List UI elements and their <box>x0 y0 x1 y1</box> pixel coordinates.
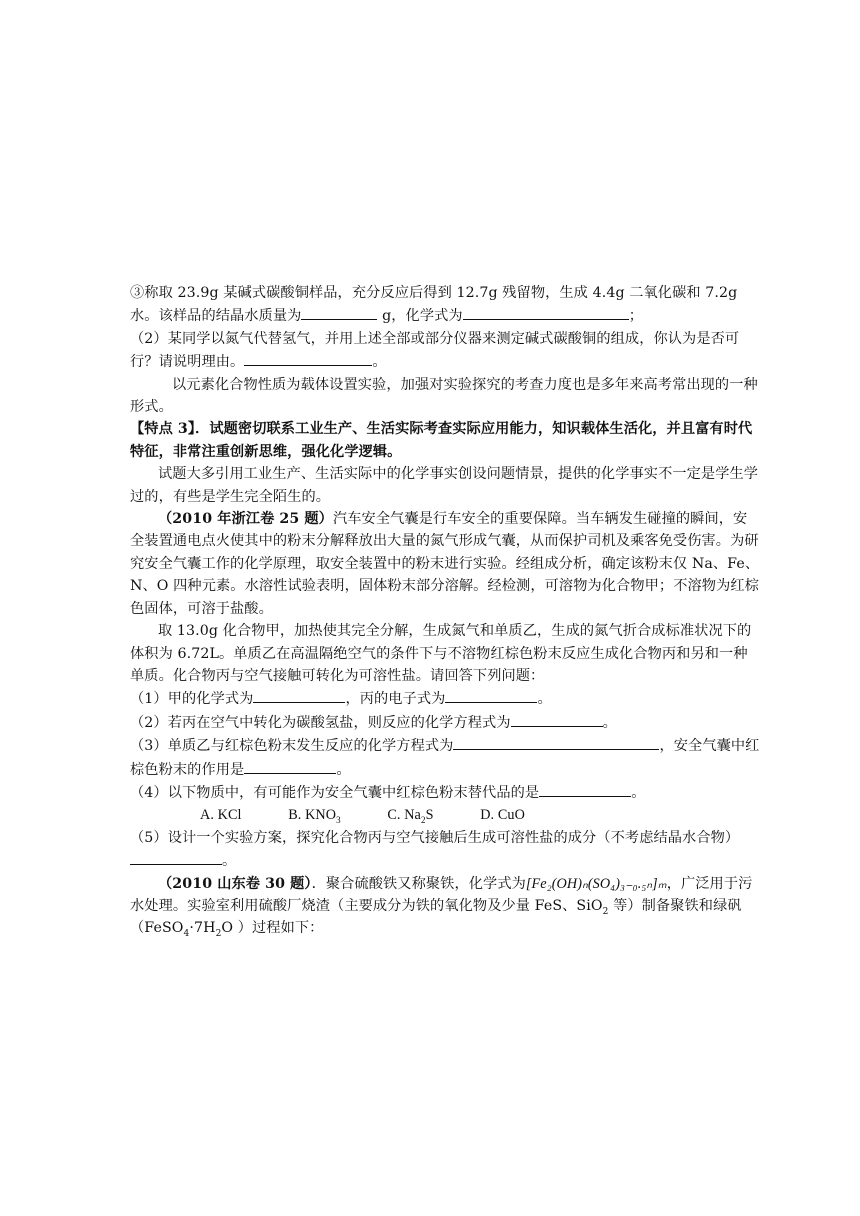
subquestion-3 <box>130 734 760 781</box>
subscript: 3 <box>336 815 341 826</box>
option-c-tail: S <box>425 807 434 824</box>
question-2-paragraph <box>130 328 760 374</box>
subscript: 2 <box>602 906 609 917</box>
option-c[interactable] <box>387 804 433 826</box>
subquestion-1 <box>130 687 760 710</box>
answer-blank[interactable] <box>244 350 372 366</box>
text: 。 <box>631 784 646 801</box>
subscript: 2 <box>215 929 222 940</box>
text: （2）若丙在空气中转化为碳酸氢盐，则反应的化学方程式为 <box>130 714 511 731</box>
answer-blank[interactable] <box>511 711 603 727</box>
shandong-problem-paragraph <box>130 873 760 940</box>
text: （3）单质乙与红棕色粉末发生反应的化学方程式为 <box>130 738 454 755</box>
text: ，丙的电子式为 <box>345 691 446 708</box>
option-c-text: C. Na <box>387 807 421 824</box>
option-d[interactable]: D. CuO <box>480 807 525 824</box>
answer-blank[interactable] <box>445 687 537 703</box>
text: ，安全气囊中红棕色粉末的作用是 <box>130 738 760 778</box>
intro-paragraph: 试题大多引用工业生产、生活实际中的化学事实创设问题情景，提供的化学事实不一定是学生学过的，有些是学生完全陌生的。 <box>130 466 759 505</box>
subquestion-5 <box>130 827 760 873</box>
subquestion-4 <box>130 781 760 804</box>
commentary-paragraph: 以元素化合物性质为载体设置实验，加强对实验探究的考查力度也是多年来高考常出现的一种形式。 <box>130 376 758 416</box>
text: 。 <box>222 853 237 870</box>
text: （1）甲的化学式为 <box>130 691 254 708</box>
option-b-text: B. KNO <box>288 807 337 824</box>
problem-text: ，广泛用于污水处理。实验室利用硫酸厂烧渣（主要成分为铁的氧化物及少量 FeS、SiO <box>130 875 753 914</box>
subscript: 2 <box>420 815 426 826</box>
answer-blank[interactable] <box>130 849 222 865</box>
text: g，化学式为 <box>377 308 463 325</box>
subquestion-2 <box>130 711 760 734</box>
option-a[interactable]: A. KCl <box>200 807 242 824</box>
source-label: （2010 山东卷 30 题） <box>158 875 312 892</box>
text: ③称取 23.9g 某碱式碳酸铜样品，充分反应后得到 12.7g 残留物，生成 4.4g 二氧化碳和 7.2g 水。该样品的结晶水质量为 <box>130 285 738 325</box>
feature-3-heading <box>130 418 760 463</box>
answer-blank[interactable] <box>453 734 659 750</box>
problem-text: 等）制备聚铁和绿矾（FeSO <box>130 897 742 937</box>
polyferric-sulfate-formula: [Fe₂(OH)ₙ(SO₄)₃₋₀.₅ₙ]ₘ <box>525 875 667 892</box>
answer-blank[interactable] <box>539 781 631 797</box>
answer-blank[interactable] <box>301 304 377 320</box>
problem-text: ．聚合硫酸铁又称聚铁，化学式为 <box>311 875 526 892</box>
answer-options <box>130 804 760 826</box>
text: 。 <box>537 691 552 708</box>
text: （4）以下物质中，有可能作为安全气囊中红棕色粉末替代品的是 <box>130 784 540 801</box>
zhejiang-problem-paragraph <box>130 508 760 620</box>
answer-blank[interactable] <box>253 687 345 703</box>
text: ； <box>628 308 643 325</box>
source-label: （2010 年浙江卷 25 题） <box>158 511 333 528</box>
option-b[interactable] <box>288 804 341 826</box>
problem-text: ·7H <box>189 920 216 937</box>
text: 。 <box>372 354 387 371</box>
text: 。 <box>602 714 617 731</box>
question-3-paragraph <box>130 282 760 328</box>
text: （5）设计一个实验方案，探究化合物丙与空气接触后生成可溶性盐的成分（不考虑结晶水合物） <box>130 829 740 846</box>
problem-text: 汽车安全气囊是行车安全的重要保障。当车辆发生碰撞的瞬间，安全装置通电点火使其中的粉末分解释放出大量的氮气形成气囊，从而保护司机及乘客免受伤害。为研究安全气囊工作的化学原理，取安全装置中的粉末进行实验。经组成分析，确定该粉末仅 Na、Fe、N、O 四种元素。水溶性试验表明，固体粉末部分溶解。经检测，可溶物为化合物甲；不溶物为红棕色固体，可溶于盐酸。 <box>130 511 760 617</box>
document-page <box>130 282 760 940</box>
problem-continuation-paragraph: 取 13.0g 化合物甲，加热使其完全分解，生成氮气和单质乙，生成的氮气折合成标准状况下的体积为 6.72L。单质乙在高温隔绝空气的条件下与不溶物红棕色粉末反应生成化合物丙和另和一种单质。化合物丙与空气接触可转化为可溶性盐。请回答下列问题： <box>130 623 752 684</box>
answer-blank[interactable] <box>244 758 336 774</box>
answer-blank[interactable] <box>463 304 629 320</box>
subscript: 4 <box>183 929 190 940</box>
feature-heading-text: 【特点 3】．试题密切联系工业生产、生活实际考查实际应用能力，知识载体生活化，并且富有时代特征，非常注重创新思维，强化化学逻辑。 <box>130 421 753 460</box>
text: 。 <box>336 761 351 778</box>
problem-text: O ）过程如下： <box>221 920 324 937</box>
text: （2）某同学以氮气代替氢气，并用上述全部或部分仪器来测定碱式碳酸铜的组成，你认为是否可行？请说明理由。 <box>130 330 740 371</box>
